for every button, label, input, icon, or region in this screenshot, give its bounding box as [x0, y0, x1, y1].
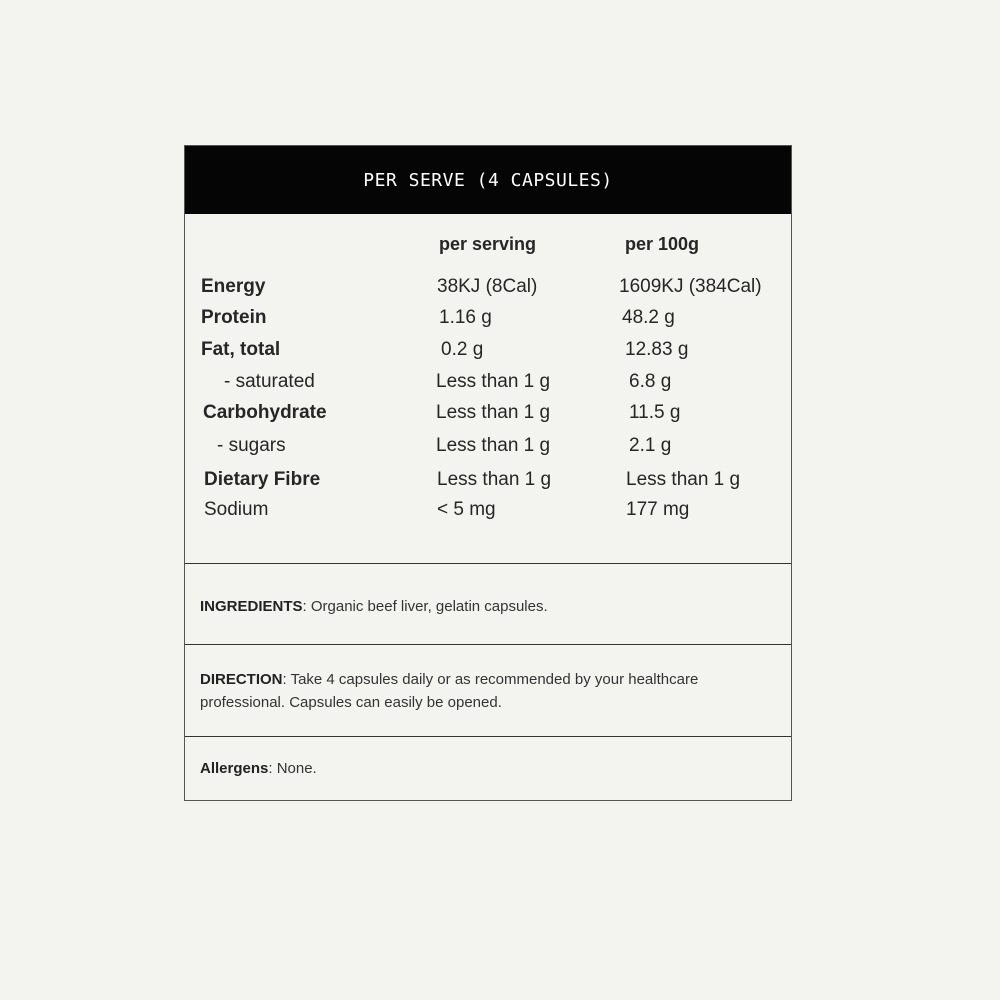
row-per100-value: 6.8 g	[629, 371, 672, 392]
row-label: Carbohydrate	[203, 402, 327, 423]
row-serving-value: Less than 1 g	[436, 435, 551, 456]
panel-header	[185, 146, 791, 214]
row-label: - sugars	[217, 435, 286, 456]
row-per100-value: 48.2 g	[622, 307, 675, 328]
row-per100-value: 1609KJ (384Cal)	[619, 276, 762, 297]
nutrition-table	[185, 214, 791, 564]
column-header-per-100g: per 100g	[625, 234, 700, 254]
direction-label: DIRECTION	[200, 671, 283, 688]
header-title: PER SERVE (4 CAPSULES)	[363, 169, 613, 191]
table-row	[185, 371, 791, 401]
row-label: - saturated	[224, 371, 315, 392]
row-label: Protein	[201, 307, 267, 328]
table-row	[185, 435, 791, 465]
row-serving-value: 38KJ (8Cal)	[437, 276, 538, 297]
direction-text: : Take 4 capsules daily or as recommended by your healthcare professional. Capsules can easily be opened.	[200, 671, 699, 711]
row-serving-value: 1.16 g	[439, 307, 492, 328]
row-serving-value: < 5 mg	[437, 499, 496, 520]
ingredients-label: INGREDIENTS	[200, 598, 303, 615]
ingredients-text: : Organic beef liver, gelatin capsules.	[302, 598, 548, 615]
row-per100-value: 12.83 g	[625, 339, 689, 360]
ingredients-section	[185, 564, 791, 645]
row-per100-value: 11.5 g	[629, 402, 681, 423]
table-row	[185, 499, 791, 529]
allergens-label: Allergens	[200, 760, 269, 777]
row-label: Dietary Fibre	[204, 469, 321, 490]
row-per100-value: 2.1 g	[629, 435, 672, 456]
allergens-text: : None.	[268, 760, 317, 777]
direction-section	[185, 646, 791, 737]
nutrition-panel	[184, 145, 792, 801]
row-label: Energy	[201, 276, 266, 297]
row-label: Sodium	[204, 499, 269, 520]
column-header-per-serving: per serving	[439, 234, 537, 254]
row-per100-value: Less than 1 g	[626, 469, 741, 490]
table-row	[185, 307, 791, 337]
allergens-section	[185, 738, 791, 800]
table-row	[185, 339, 791, 369]
table-row	[185, 276, 791, 306]
row-serving-value: 0.2 g	[441, 339, 484, 360]
row-serving-value: Less than 1 g	[436, 402, 551, 423]
row-serving-value: Less than 1 g	[437, 469, 552, 490]
row-per100-value: 177 mg	[626, 499, 690, 520]
table-row	[185, 469, 791, 499]
row-serving-value: Less than 1 g	[436, 371, 551, 392]
table-row	[185, 402, 791, 432]
row-label: Fat, total	[201, 339, 281, 360]
